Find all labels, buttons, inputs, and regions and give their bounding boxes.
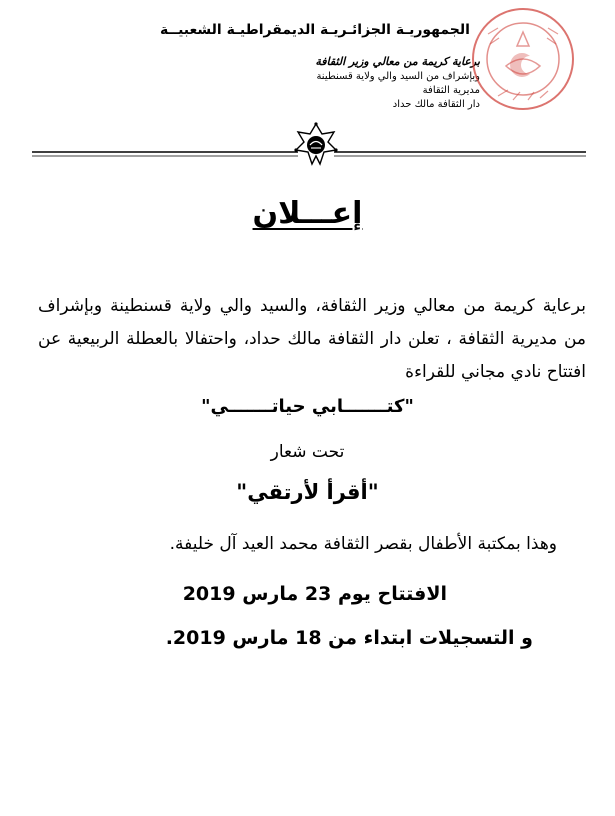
header-directorate: مديرية الثقافة <box>422 85 480 96</box>
announcement-title <box>150 196 465 231</box>
location-text: وهذا بمكتبة الأطفال بقصر الثقافة محمد العيد آل خليفة. <box>169 534 557 554</box>
official-stamp <box>468 4 578 114</box>
opening-date: الافتتاح يوم 23 مارس 2019 <box>182 583 447 605</box>
registration-date: و التسجيلات ابتداء من 18 مارس 2019. <box>165 627 533 649</box>
header-house: دار الثقافة مالك حداد <box>392 99 480 110</box>
header-supervision: وبإشراف من السيد والي ولاية قسنطينة <box>316 71 480 82</box>
announcement-paragraph: برعاية كريمة من معالي وزير الثقافة، والسيد والي ولاية قسنطينة وبإشراف من مديرية الثقافة ، تعلن دار الثقافة مالك حداد، واحتفالا بالعطلة الربيعية عن افتتاح نادي مجاني للقراءة <box>38 296 586 382</box>
ornamental-star-emblem-icon <box>292 120 340 168</box>
header-patronage: برعاية كريمة من معالي وزير الثقافة <box>315 55 480 68</box>
club-name: "كتـــــــابي حياتـــــــي" <box>201 396 414 417</box>
announcement-title-text: إعـــلان <box>252 196 363 231</box>
header-republic: الجمهوريـة الجزائـريـة الديمقراطيـة الشعبيــة <box>160 22 470 38</box>
under-slogan-label: تحت شعار <box>270 442 345 462</box>
slogan: "أقرأ لأرتقي" <box>236 480 379 504</box>
